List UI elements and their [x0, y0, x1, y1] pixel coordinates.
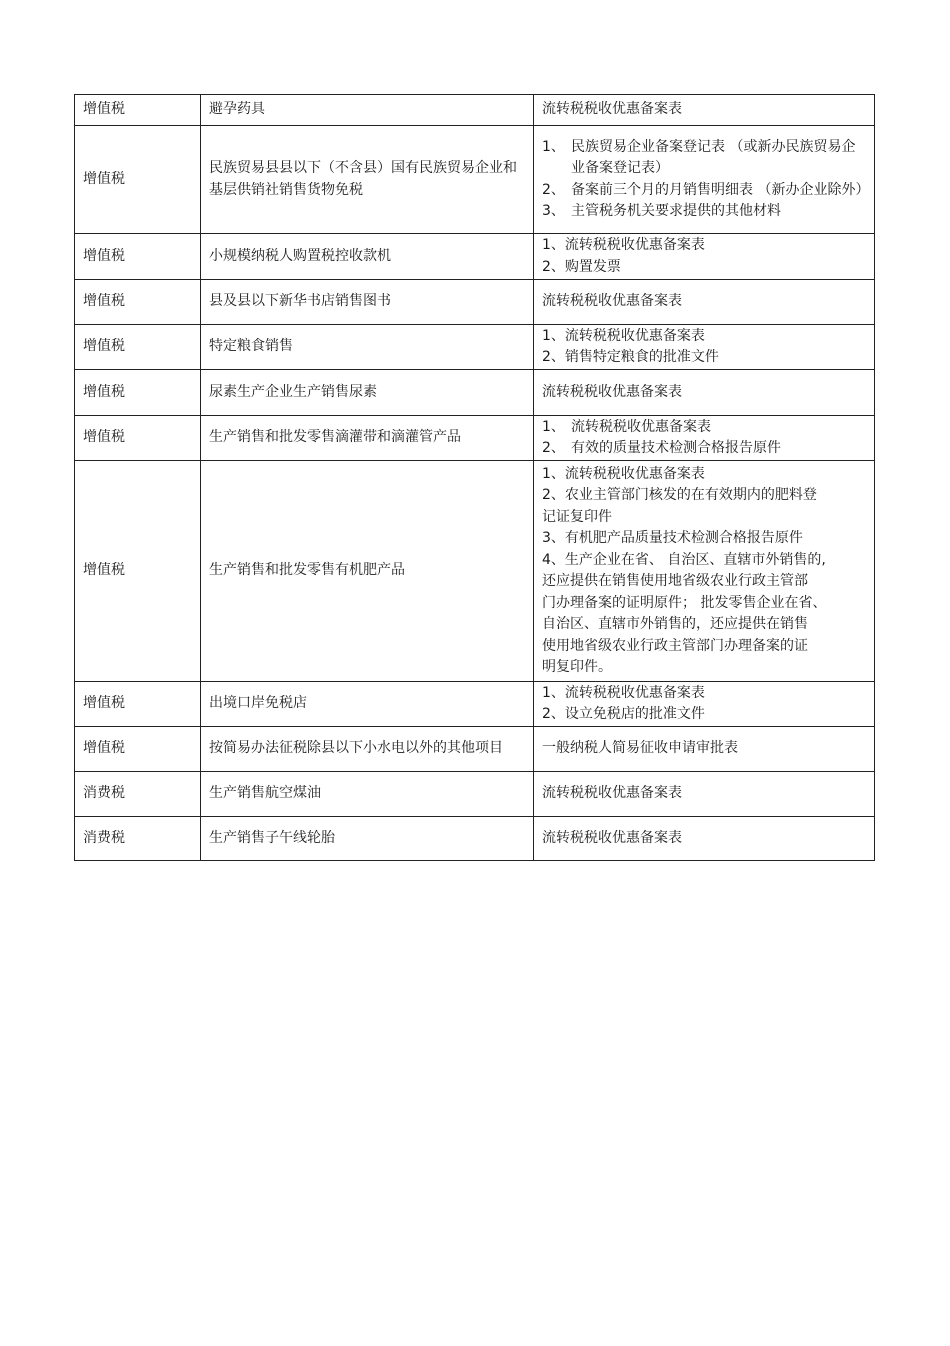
docs-cell — [534, 416, 875, 461]
docs-cell — [534, 126, 875, 234]
tax-preference-table — [74, 94, 875, 861]
tax-type-cell: 增值税 — [75, 682, 201, 727]
docs-cell: 一般纳税人简易征收申请审批表 — [534, 727, 875, 772]
item-cell: 县及县以下新华书店销售图书 — [201, 280, 534, 325]
doc-item: 1、 民族贸易企业备案登记表 （或新办民族贸易企业备案登记表） — [542, 138, 856, 176]
table-row — [75, 416, 875, 461]
tax-type-cell: 消费税 — [75, 817, 201, 861]
item-cell: 生产销售子午线轮胎 — [201, 817, 534, 861]
doc-item: 2、 备案前三个月的月销售明细表 （新办企业除外） — [542, 181, 870, 198]
item-cell: 生产销售航空煤油 — [201, 772, 534, 817]
table-row — [75, 234, 875, 280]
tax-type-cell: 增值税 — [75, 234, 201, 280]
item-cell: 出境口岸免税店 — [201, 682, 534, 727]
item-cell: 生产销售和批发零售有机肥产品 — [201, 461, 534, 682]
docs-cell: 流转税税收优惠备案表 — [534, 817, 875, 861]
doc-item: 1、 流转税税收优惠备案表 — [542, 418, 711, 435]
tax-type-cell: 增值税 — [75, 126, 201, 234]
tax-type-cell: 消费税 — [75, 772, 201, 817]
tax-type-cell: 增值税 — [75, 461, 201, 682]
item-cell: 生产销售和批发零售滴灌带和滴灌管产品 — [201, 416, 534, 461]
table-row — [75, 126, 875, 234]
doc-item: 3、 主管税务机关要求提供的其他材料 — [542, 203, 781, 219]
docs-cell: 流转税税收优惠备案表 — [534, 370, 875, 416]
tax-type-cell: 增值税 — [75, 370, 201, 416]
docs-cell: 1、流转税税收优惠备案表 2、农业主管部门核发的在有效期内的肥料登 记证复印件 3、有机肥产品质量技术检测合格报告原件 4、生产企业在省、 自治区、直辖市外销售的, 还应提供在销售使用地省级农业行政主管部 门办理备案的证明原件； 批发零售企业在省、 自治区、直辖市外销售的，还应提供在销售 使用地省级农业行政主管部门办理备案的证 明复印件。 — [534, 461, 875, 682]
docs-cell: 1、流转税税收优惠备案表 2、设立免税店的批准文件 — [534, 682, 875, 727]
docs-cell: 流转税税收优惠备案表 — [534, 772, 875, 817]
tax-type-cell: 增值税 — [75, 95, 201, 126]
docs-cell: 1、流转税税收优惠备案表 2、购置发票 — [534, 234, 875, 280]
docs-cell: 流转税税收优惠备案表 — [534, 280, 875, 325]
table-row — [75, 370, 875, 416]
docs-cell: 流转税税收优惠备案表 — [534, 95, 875, 126]
tax-type-cell: 增值税 — [75, 727, 201, 772]
table-row — [75, 461, 875, 682]
item-cell: 特定粮食销售 — [201, 325, 534, 370]
table-row — [75, 727, 875, 772]
table-row — [75, 280, 875, 325]
table-row — [75, 682, 875, 727]
table-row — [75, 95, 875, 126]
tax-type-cell: 增值税 — [75, 416, 201, 461]
tax-type-cell: 增值税 — [75, 280, 201, 325]
docs-cell: 1、流转税税收优惠备案表 2、销售特定粮食的批准文件 — [534, 325, 875, 370]
table-row — [75, 325, 875, 370]
tax-type-cell: 增值税 — [75, 325, 201, 370]
item-cell: 小规模纳税人购置税控收款机 — [201, 234, 534, 280]
item-cell: 避孕药具 — [201, 95, 534, 126]
item-cell: 按简易办法征税除县以下小水电以外的其他项目 — [201, 727, 534, 772]
table-row — [75, 817, 875, 861]
doc-item: 2、 有效的质量技术检测合格报告原件 — [542, 440, 781, 456]
item-cell: 民族贸易县县以下（不含县）国有民族贸易企业和基层供销社销售货物免税 — [201, 126, 534, 234]
item-cell: 尿素生产企业生产销售尿素 — [201, 370, 534, 416]
table-row — [75, 772, 875, 817]
